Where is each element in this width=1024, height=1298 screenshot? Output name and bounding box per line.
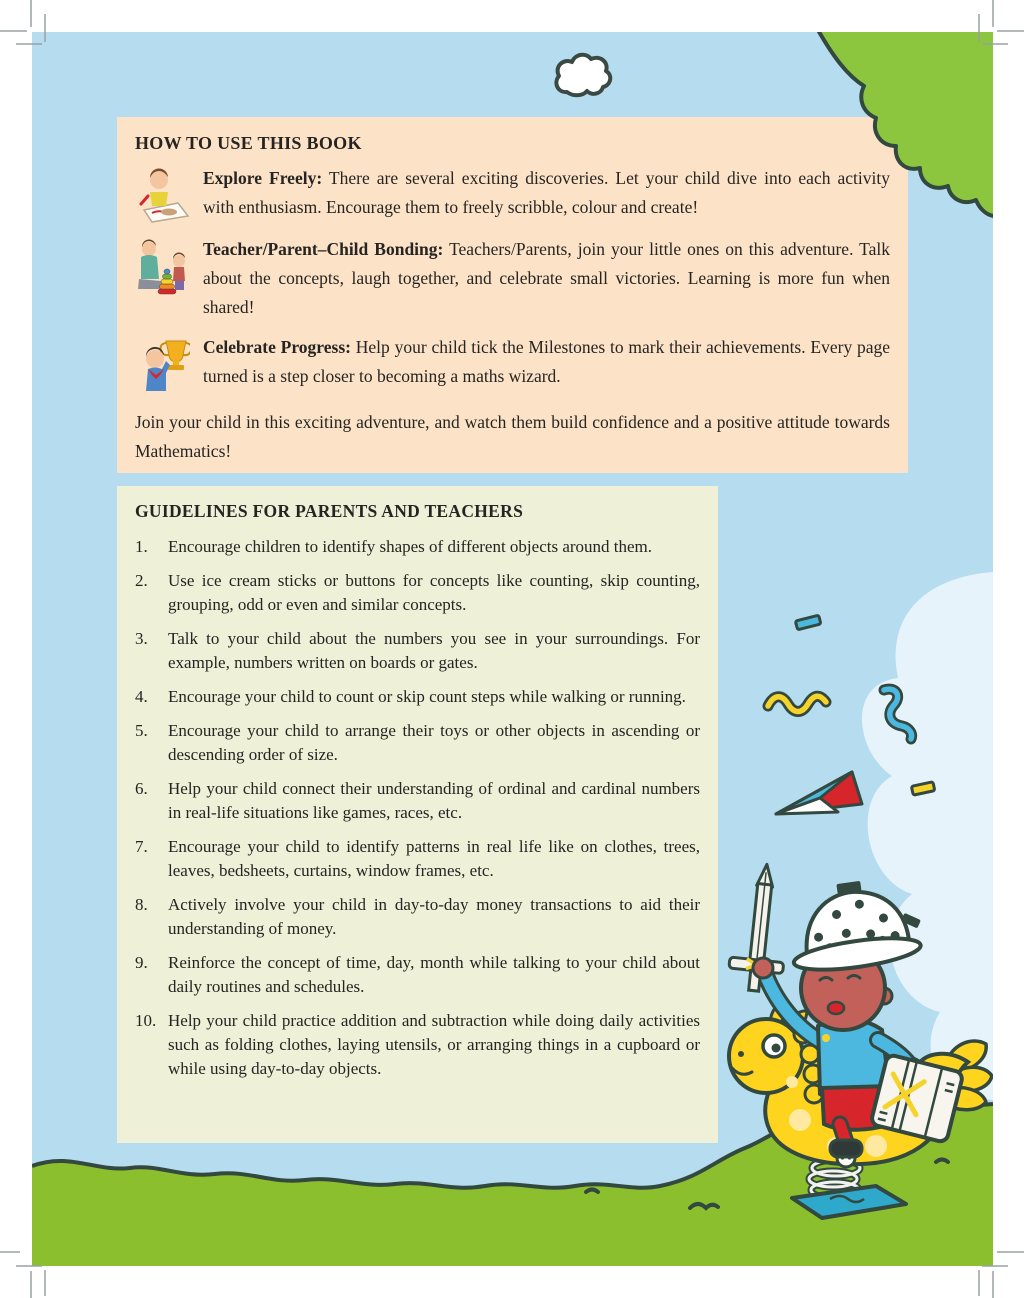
guideline-number: 3. [135,629,148,648]
how-to-item-lead: Celebrate Progress: [203,337,351,357]
guideline-text: Reinforce the concept of time, day, month while talking to your child about daily routines and schedules. [168,953,700,996]
guideline-text: Encourage your child to identify patterns in real life like on clothes, trees, leaves, bedsheets, curtains, window frames, etc. [168,837,700,880]
guideline-number: 9. [135,953,148,972]
guideline-text: Actively involve your child in day-to-day money transactions to aid their understanding of money. [168,895,700,938]
polka-dot-hat [784,873,926,976]
boy-on-spring-horse-illustration [700,855,993,1220]
how-to-closing: Join your child in this exciting adventure, and watch them build confidence and a positive attitude towards Mathematics! [135,412,890,461]
guideline-item [135,893,700,941]
cloud-icon [548,42,628,110]
guideline-number: 6. [135,779,148,798]
how-to-item-text: Celebrate Progress: Help your child tick the Milestones to mark their achievements. Every page turned is a step closer to becoming a maths wizard. [203,337,891,386]
paper-plane-icon [776,772,862,814]
child-trophy-icon [135,333,191,397]
guideline-number: 7. [135,837,148,856]
guideline-text: Use ice cream sticks or buttons for concepts like counting, skip counting, grouping, odd or even and similar concepts. [168,571,700,614]
child-drawing-icon [135,164,191,224]
horse-head [729,1003,823,1103]
how-to-use-box [117,117,908,473]
parent-child-stacking-icon [135,235,191,322]
guideline-text: Encourage your child to count or skip count steps while walking or running. [168,687,686,706]
how-to-item [135,333,890,397]
guideline-text: Encourage your child to arrange their toys or other objects in ascending or descending order of size. [168,721,700,764]
guideline-item [135,1009,700,1081]
how-to-item-text: Teacher/Parent–Child Bonding: Teachers/Parents, join your little ones on this adventure. Talk about the concepts, laugh together, and celebrate small victories. Learning is more fun when shared! [203,239,890,317]
guideline-item [135,535,700,559]
guideline-item [135,719,700,767]
guideline-text: Encourage children to identify shapes of different objects around them. [168,537,653,556]
foliage-icon [815,32,993,218]
guideline-text: Help your child connect their understanding of ordinal and cardinal numbers in real-life situations like games, races, etc. [168,779,700,822]
how-to-item-lead: Teacher/Parent–Child Bonding: [203,239,444,259]
how-to-item [135,235,890,322]
guideline-item [135,685,700,709]
guideline-number: 10. [135,1011,157,1030]
guideline-item [135,951,700,999]
how-to-item-lead: Explore Freely: [203,168,323,188]
guideline-item [135,835,700,883]
guideline-item [135,569,700,617]
guideline-number: 4. [135,687,148,706]
boy [727,862,964,1157]
guideline-item [135,627,700,675]
guideline-number: 8. [135,895,148,914]
how-to-title: HOW TO USE THIS BOOK [135,133,362,153]
guideline-number: 2. [135,571,148,590]
how-to-item-text: Explore Freely: There are several exciting discoveries. Let your child dive into each activity with enthusiasm. Encourage them to freely scribble, colour and create! [203,168,891,217]
guideline-text: Talk to your child about the numbers you see in your surroundings. For example, numbers written on boards or gates. [168,629,700,672]
guideline-number: 1. [135,537,148,556]
guidelines-box [117,486,718,1143]
guidelines-title: GUIDELINES FOR PARENTS AND TEACHERS [135,501,524,521]
guideline-text: Help your child practice addition and subtraction while doing daily activities such as folding clothes, laying utensils, or arranging things in a cupboard or while using day-to-day objects. [168,1011,700,1078]
guideline-item [135,777,700,825]
guideline-number: 5. [135,721,148,740]
how-to-item [135,164,890,224]
